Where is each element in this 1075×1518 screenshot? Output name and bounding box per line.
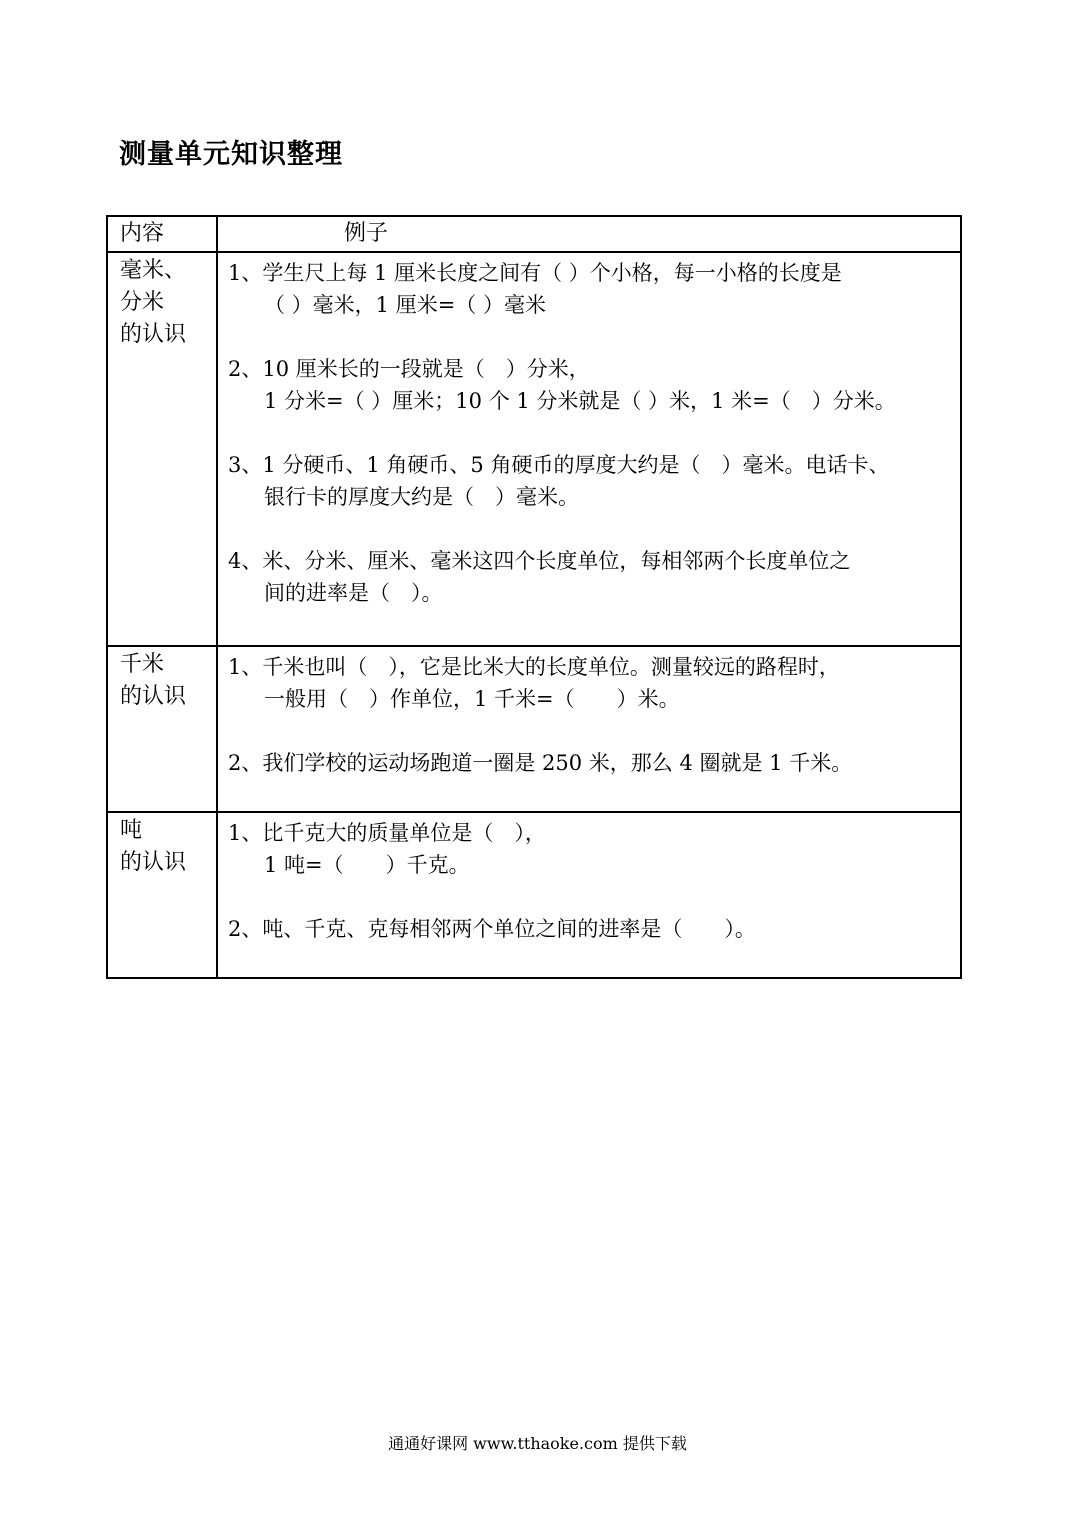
example-line: 2、我们学校的运动场跑道一圈是 250 米，那么 4 圈就是 1 千米。	[228, 751, 853, 775]
topic-line: 的认识	[120, 684, 187, 709]
topic-line: 的认识	[120, 850, 187, 875]
example-line: 2、吨、千克、克每相邻两个单位之间的进率是（ ）。	[228, 917, 756, 941]
example-item	[228, 913, 952, 945]
knowledge-table	[106, 215, 962, 979]
topic-cell	[107, 646, 217, 812]
example-line: 4、米、分米、厘米、毫米这四个长度单位，每相邻两个长度单位之	[228, 549, 851, 573]
example-line: 1 吨=（ ）千克。	[264, 853, 470, 877]
table-row	[107, 252, 961, 646]
table-header-row	[107, 216, 961, 252]
topic-line: 的认识	[120, 322, 187, 347]
example-item	[228, 817, 952, 881]
examples-cell	[217, 646, 961, 812]
example-line: 1 分米=（ ）厘米；10 个 1 分米就是（ ）米，1 米=（ ）分米。	[264, 389, 896, 413]
examples-cell	[217, 252, 961, 646]
example-line: 3、1 分硬币、1 角硬币、5 角硬币的厚度大约是（ ）毫米。电话卡、	[228, 453, 890, 477]
topic-cell	[107, 812, 217, 978]
example-item	[228, 747, 952, 779]
topic-cell	[107, 252, 217, 646]
topic-line: 毫米、	[120, 258, 187, 283]
header-example: 例子	[217, 216, 961, 252]
example-line: 1、学生尺上每 1 厘米长度之间有（ ）个小格，每一小格的长度是	[228, 261, 842, 285]
example-line: 一般用（ ）作单位，1 千米=（ ）米。	[264, 687, 680, 711]
example-item	[228, 545, 952, 609]
footer-credit: 通通好课网 www.tthaoke.com 提供下载	[388, 1434, 687, 1453]
example-item	[228, 257, 952, 321]
example-line: （ ）毫米，1 厘米=（ ）毫米	[264, 293, 546, 317]
example-item	[228, 651, 952, 715]
example-line: 1、千米也叫（ ），它是比米大的长度单位。测量较远的路程时，	[228, 655, 840, 679]
topic-line: 吨	[120, 818, 143, 843]
topic-line: 分米	[120, 290, 165, 315]
example-line: 2、10 厘米长的一段就是（ ）分米，	[228, 357, 590, 381]
header-content: 内容	[107, 216, 217, 252]
example-line: 间的进率是（ ）。	[264, 581, 443, 605]
examples-cell	[217, 812, 961, 978]
table-row	[107, 646, 961, 812]
example-item	[228, 353, 952, 417]
example-line: 1、比千克大的质量单位是（ ），	[228, 821, 546, 845]
example-item	[228, 449, 952, 513]
example-line: 银行卡的厚度大约是（ ）毫米。	[264, 485, 579, 509]
page-title: 测量单元知识整理	[119, 139, 343, 170]
table-row	[107, 812, 961, 978]
topic-line: 千米	[120, 652, 165, 677]
